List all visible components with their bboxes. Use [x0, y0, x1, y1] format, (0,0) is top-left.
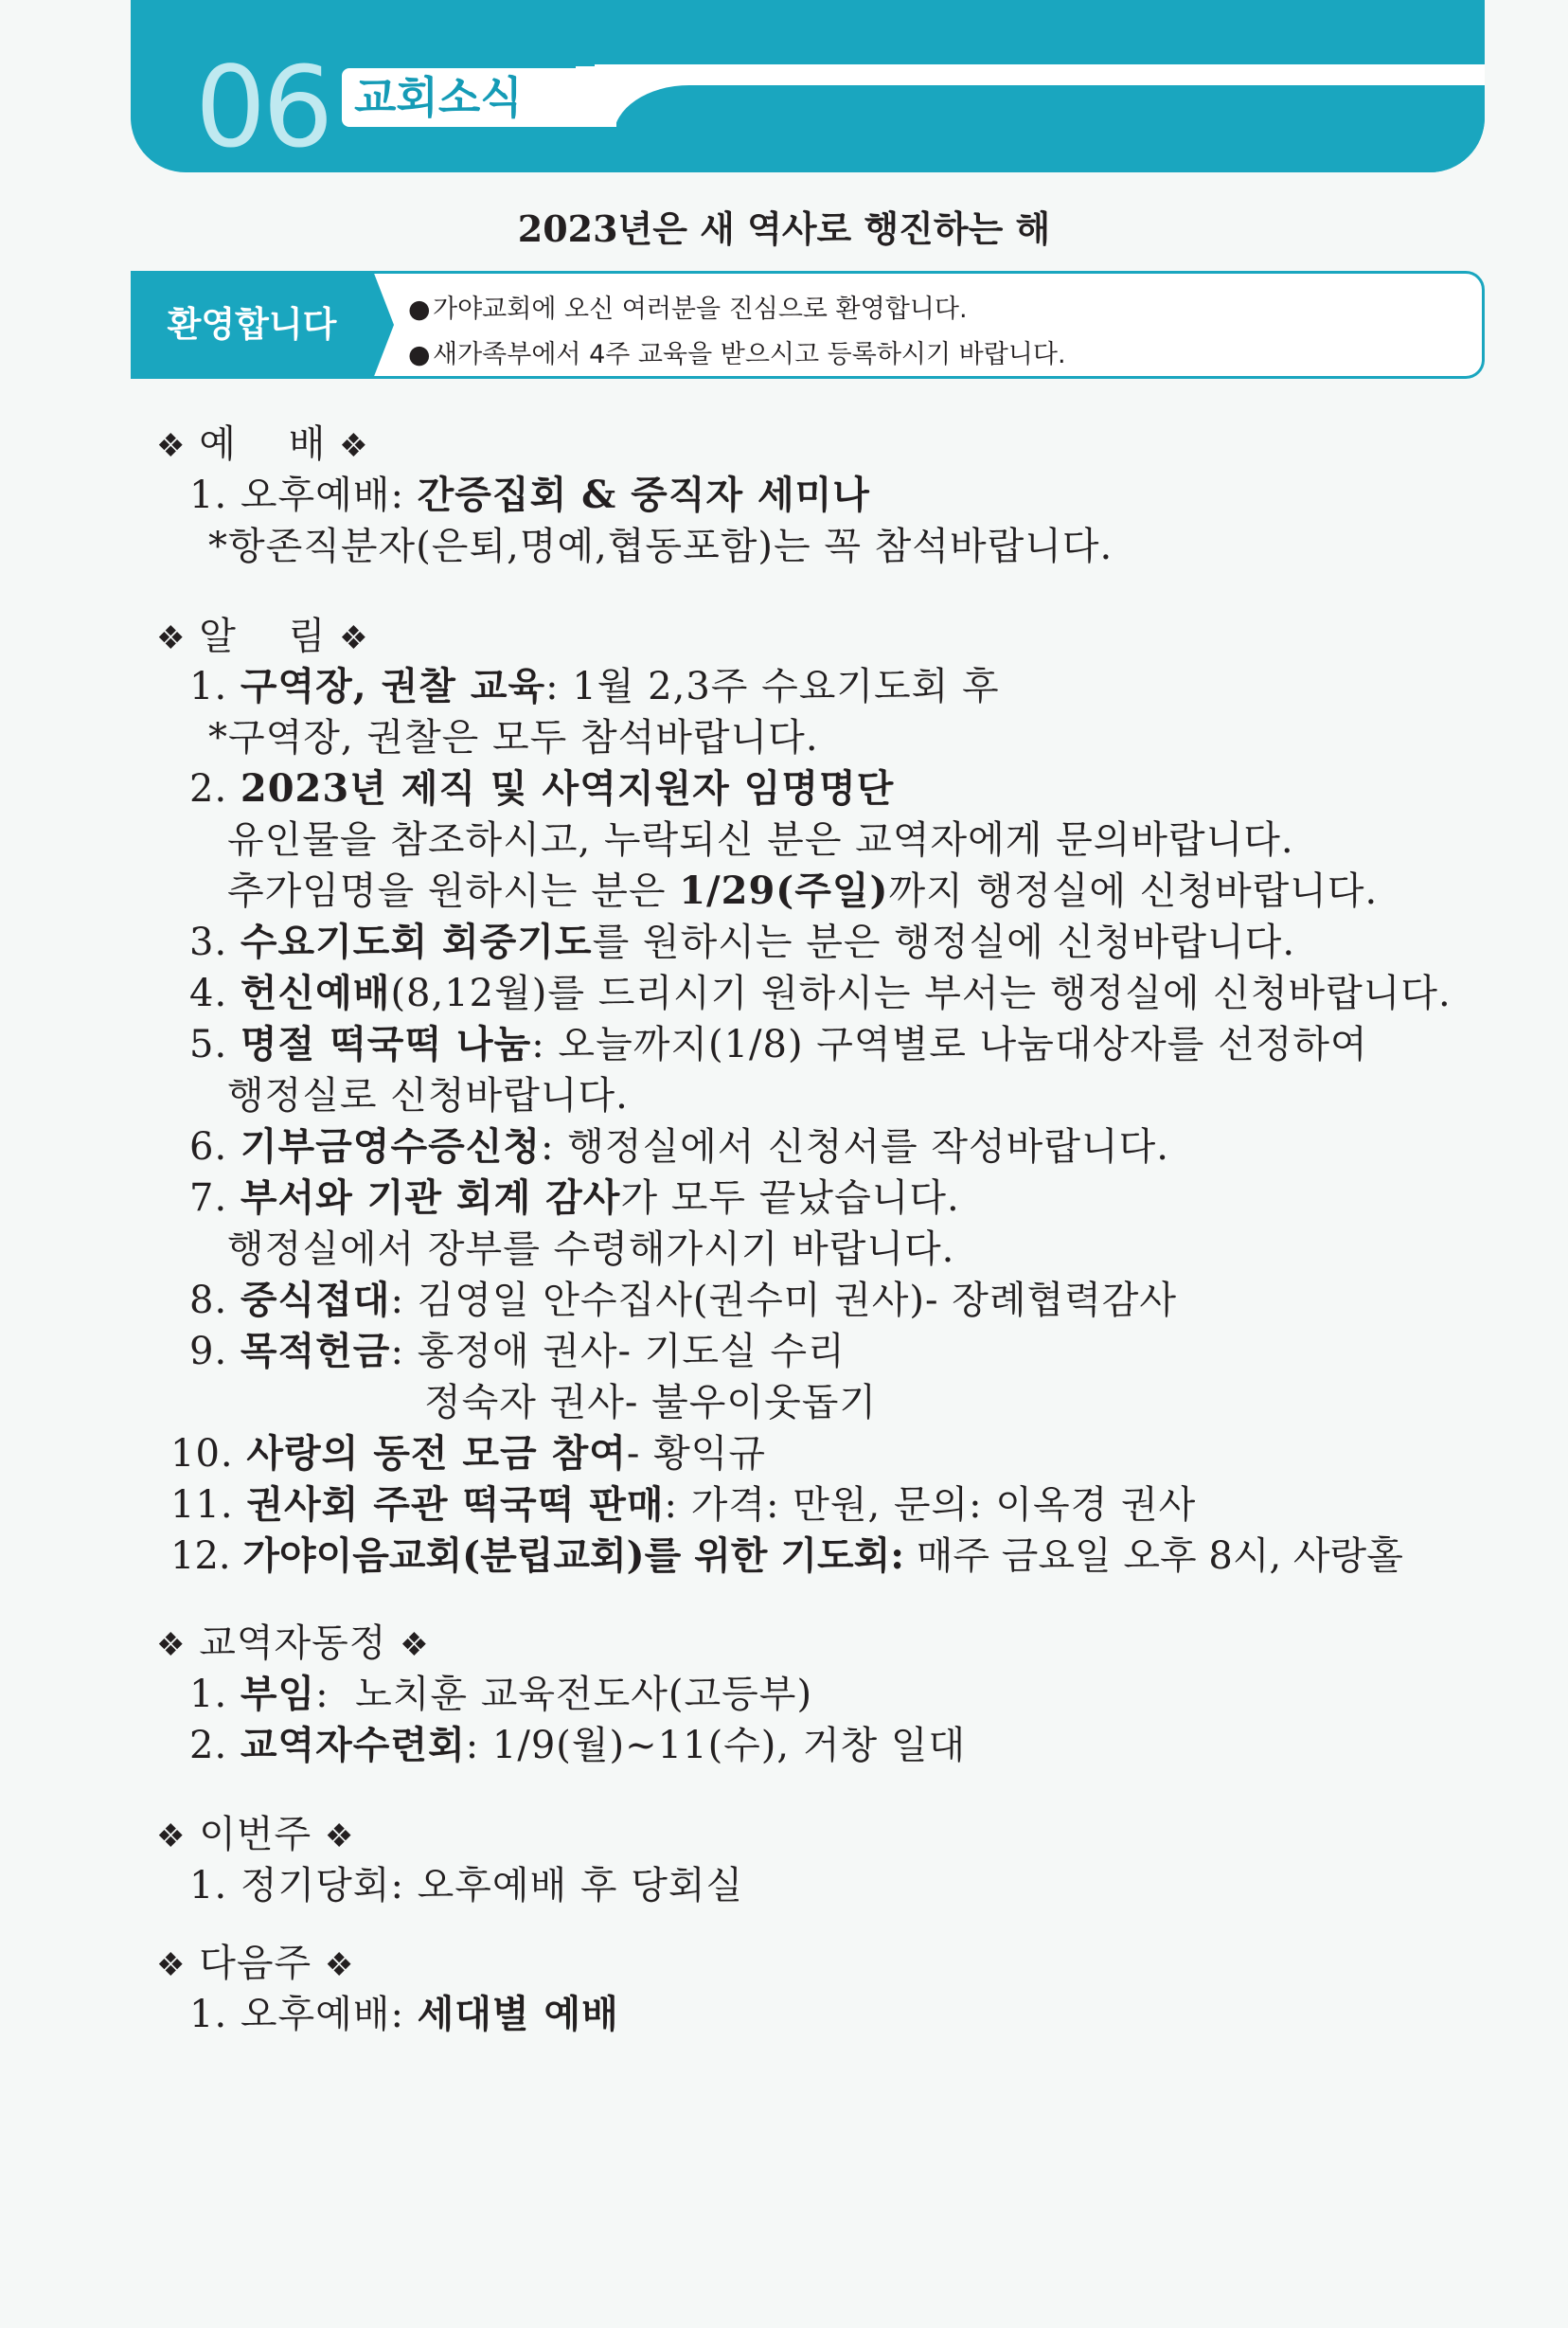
diamond-icon: ❖ [400, 1626, 430, 1664]
continuation-line: 행정실에서 장부를 수령해가시기 바랍니다. [227, 1227, 955, 1271]
list-item: 2. 2023년 제직 및 사역지원자 임명명단 [189, 766, 895, 811]
continuation-line: 행정실로 신청바랍니다. [227, 1074, 629, 1118]
list-item: 1. 부임: 노치훈 교육전도사(고등부) [189, 1672, 813, 1716]
list-item: 4. 헌신예배(8,12월)를 드리시기 원하시는 부서는 행정실에 신청바랍니다. [189, 971, 1452, 1015]
section-heading-worship: ❖ 예 배 ❖ [156, 422, 369, 466]
list-item: 1. 정기당회: 오후예배 후 당회실 [189, 1864, 744, 1907]
section-heading-next-week: ❖ 다음주 ❖ [156, 1942, 355, 1985]
bullet-icon: ● [408, 340, 431, 369]
diamond-icon: ❖ [339, 619, 369, 657]
year-motto: 2023년은 새 역사로 행진하는 해 [517, 207, 1051, 250]
list-item: 5. 명절 떡국떡 나눔: 오늘까지(1/8) 구역별로 나눔대상자를 선정하여 [189, 1022, 1368, 1066]
header-wave [614, 85, 1485, 172]
diamond-icon: ❖ [324, 1818, 355, 1855]
list-item: 11. 권사회 주관 떡국떡 판매: 가격: 만원, 문의: 이옥경 권사 [170, 1482, 1197, 1527]
note-line: *항존직분자(은퇴,명예,협동포함)는 꼭 참석바랍니다. [208, 525, 1114, 568]
page-header [131, 0, 1485, 172]
welcome-line: ●새가족부에서 4주 교육을 받으시고 등록하시기 바랍니다. [408, 332, 1066, 378]
bullet-icon: ● [408, 295, 431, 324]
section-number: 06 [195, 42, 330, 172]
continuation-line: 추가임명을 원하시는 분은 1/29(주일)까지 행정실에 신청바랍니다. [227, 869, 1379, 913]
list-item: 12. 가야이음교회(분립교회)를 위한 기도회: 매주 금요일 오후 8시, 사랑홀 [170, 1533, 1403, 1578]
diamond-icon: ❖ [324, 1946, 355, 1984]
note-line: *구역장, 권찰은 모두 참석바랍니다. [208, 716, 819, 760]
diamond-icon: ❖ [156, 427, 187, 465]
list-item: 1. 구역장, 권찰 교육: 1월 2,3주 수요기도회 후 [189, 664, 1000, 708]
header-white-band [595, 64, 1485, 87]
welcome-box [131, 271, 1485, 379]
section-heading-this-week: ❖ 이번주 ❖ [156, 1813, 355, 1856]
welcome-line: ●가야교회에 오신 여러분을 진심으로 환영합니다. [408, 287, 1066, 332]
list-item: 8. 중식접대: 김영일 안수집사(권수미 권사)- 장례협력감사 [189, 1278, 1178, 1322]
list-item: 1. 오후예배: 간증집회 & 중직자 세미나 [189, 473, 870, 517]
diamond-icon: ❖ [156, 619, 187, 657]
section-heading-notices: ❖ 알 림 ❖ [156, 615, 369, 658]
diamond-icon: ❖ [339, 427, 369, 465]
continuation-line: 유인물을 참조하시고, 누락되신 분은 교역자에게 문의바랍니다. [227, 818, 1294, 862]
list-item: 2. 교역자수련회: 1/9(월)~11(수), 거창 일대 [189, 1723, 967, 1767]
list-item: 9. 목적헌금: 홍정애 권사- 기도실 수리 [189, 1329, 846, 1373]
welcome-lines [408, 287, 1066, 378]
page-title: 교회소식 [354, 72, 523, 123]
section-heading-ministers: ❖ 교역자동정 ❖ [156, 1621, 430, 1665]
diamond-icon: ❖ [156, 1946, 187, 1984]
list-item: 10. 사랑의 동전 모금 참여- 황익규 [170, 1431, 767, 1476]
welcome-tag: 환영합니다 [131, 271, 373, 379]
list-item: 7. 부서와 기관 회계 감사가 모두 끝났습니다. [189, 1175, 960, 1220]
diamond-icon: ❖ [156, 1626, 187, 1664]
continuation-line: 정숙자 권사- 불우이웃돕기 [424, 1381, 877, 1424]
diamond-icon: ❖ [156, 1818, 187, 1855]
list-item: 3. 수요기도회 회중기도를 원하시는 분은 행정실에 신청바랍니다. [189, 920, 1296, 964]
list-item: 6. 기부금영수증신청: 행정실에서 신청서를 작성바랍니다. [189, 1124, 1169, 1169]
list-item: 1. 오후예배: 세대별 예배 [189, 1992, 619, 2036]
